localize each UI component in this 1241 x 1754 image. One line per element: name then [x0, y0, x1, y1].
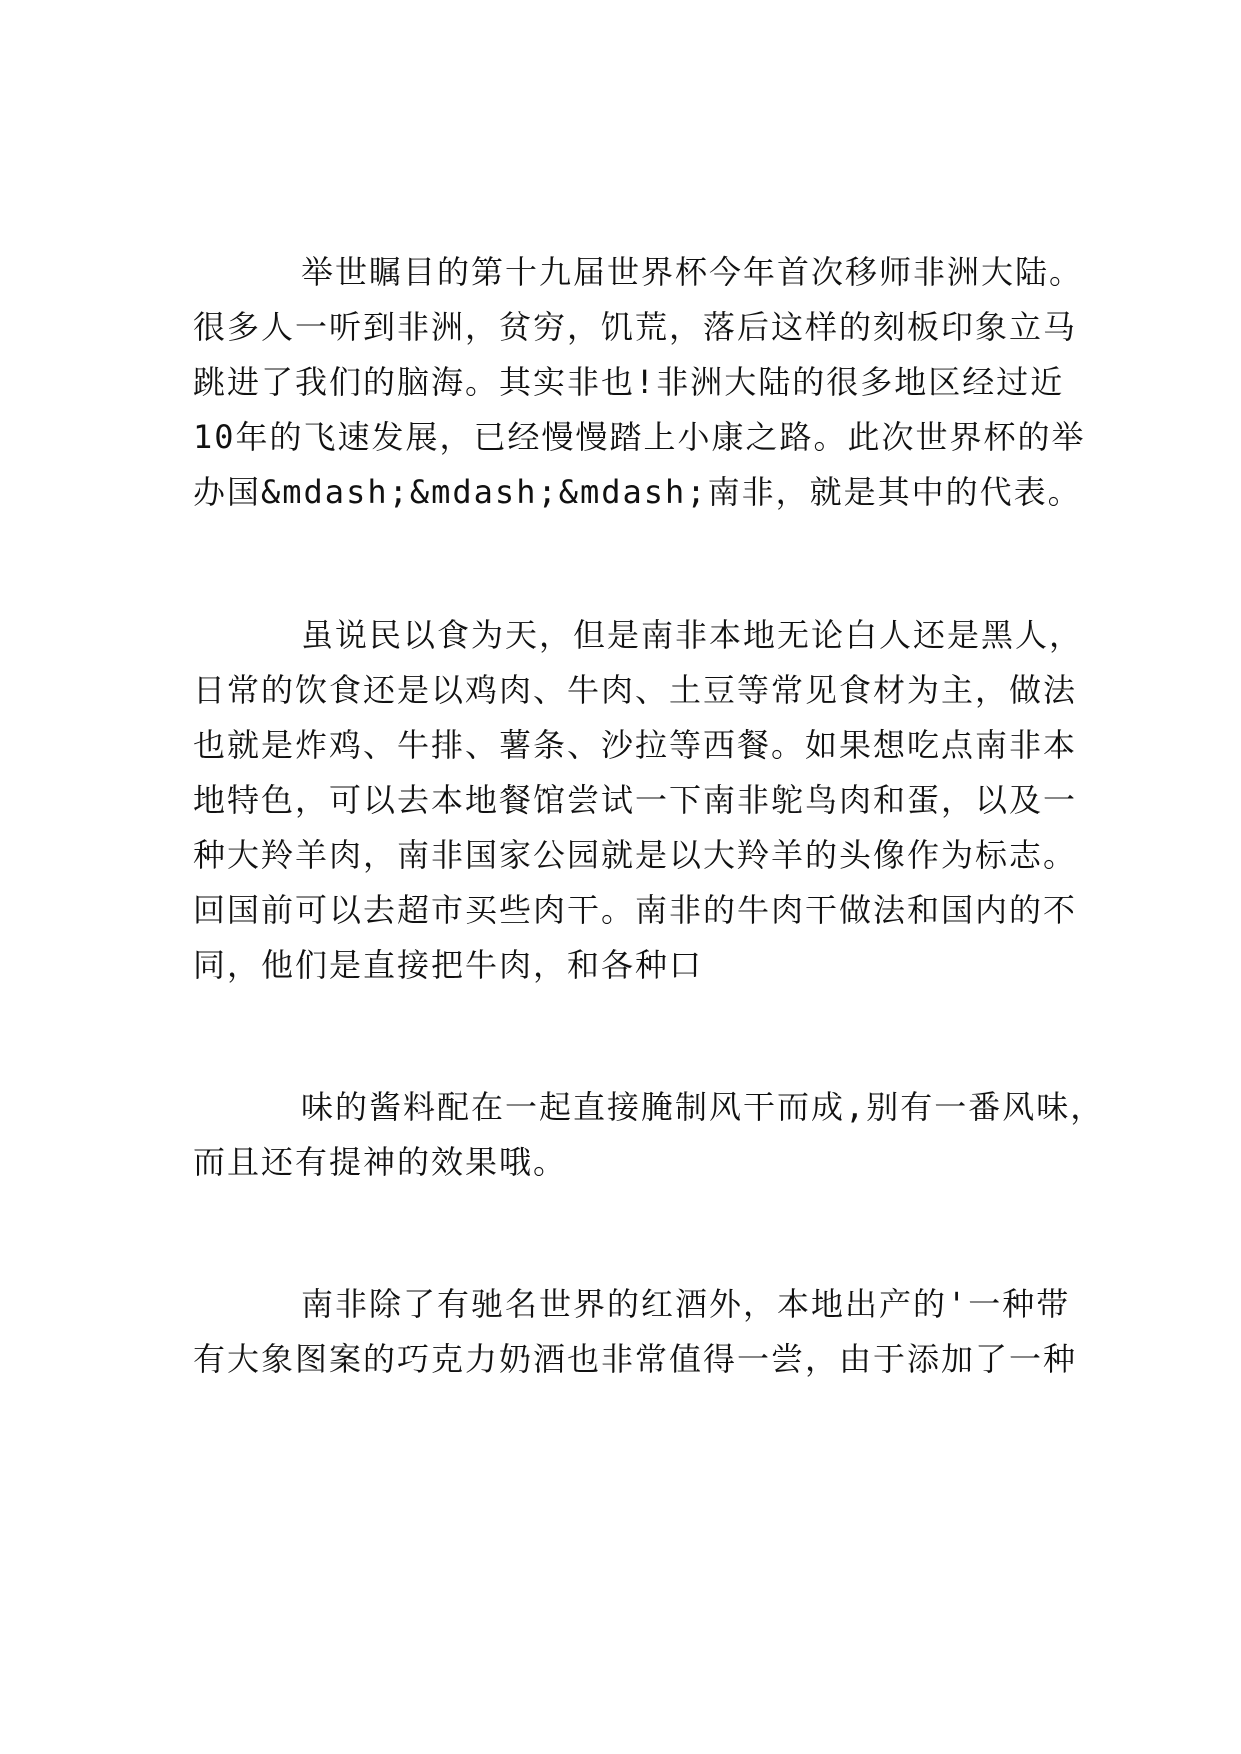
paragraph-line: 而且还有提神的效果哦。	[193, 1143, 568, 1181]
paragraph-line: 虽说民以食为天，但是南非本地无论白人还是黑人，	[301, 616, 1084, 654]
paragraph-line: 回国前可以去超市买些肉干。南非的牛肉干做法和国内的不	[193, 891, 1078, 929]
paragraph-line: 南非除了有驰名世界的红酒外，本地出产的'一种带	[301, 1285, 1071, 1323]
paragraph-line: 同，他们是直接把牛肉，和各种口	[193, 946, 704, 984]
paragraph-line: 有大象图案的巧克力奶酒也非常值得一尝，由于添加了一种	[193, 1340, 1078, 1378]
paragraph-line: 日常的饮食还是以鸡肉、牛肉、土豆等常见食材为主，做法	[193, 671, 1078, 709]
paragraph-line: 10年的飞速发展，已经慢慢踏上小康之路。此次世界杯的举	[193, 418, 1086, 456]
paragraph-line: 也就是炸鸡、牛排、薯条、沙拉等西餐。如果想吃点南非本	[193, 726, 1078, 764]
paragraph-line: 味的酱料配在一起直接腌制风干而成,别有一番风味，	[301, 1088, 1105, 1126]
paragraph-line: 举世瞩目的第十九届世界杯今年首次移师非洲大陆。	[301, 253, 1084, 291]
paragraph-line: 地特色，可以去本地餐馆尝试一下南非鸵鸟肉和蛋，以及一	[193, 781, 1078, 819]
paragraph-line: 跳进了我们的脑海。其实非也!非洲大陆的很多地区经过近	[193, 363, 1065, 401]
paragraph-line: 种大羚羊肉，南非国家公园就是以大羚羊的头像作为标志。	[193, 836, 1078, 874]
paragraph-line: 很多人一听到非洲，贫穷，饥荒，落后这样的刻板印象立马	[193, 308, 1078, 346]
paragraph-line: 办国&mdash;&mdash;&mdash;南非，就是其中的代表。	[193, 473, 1082, 511]
